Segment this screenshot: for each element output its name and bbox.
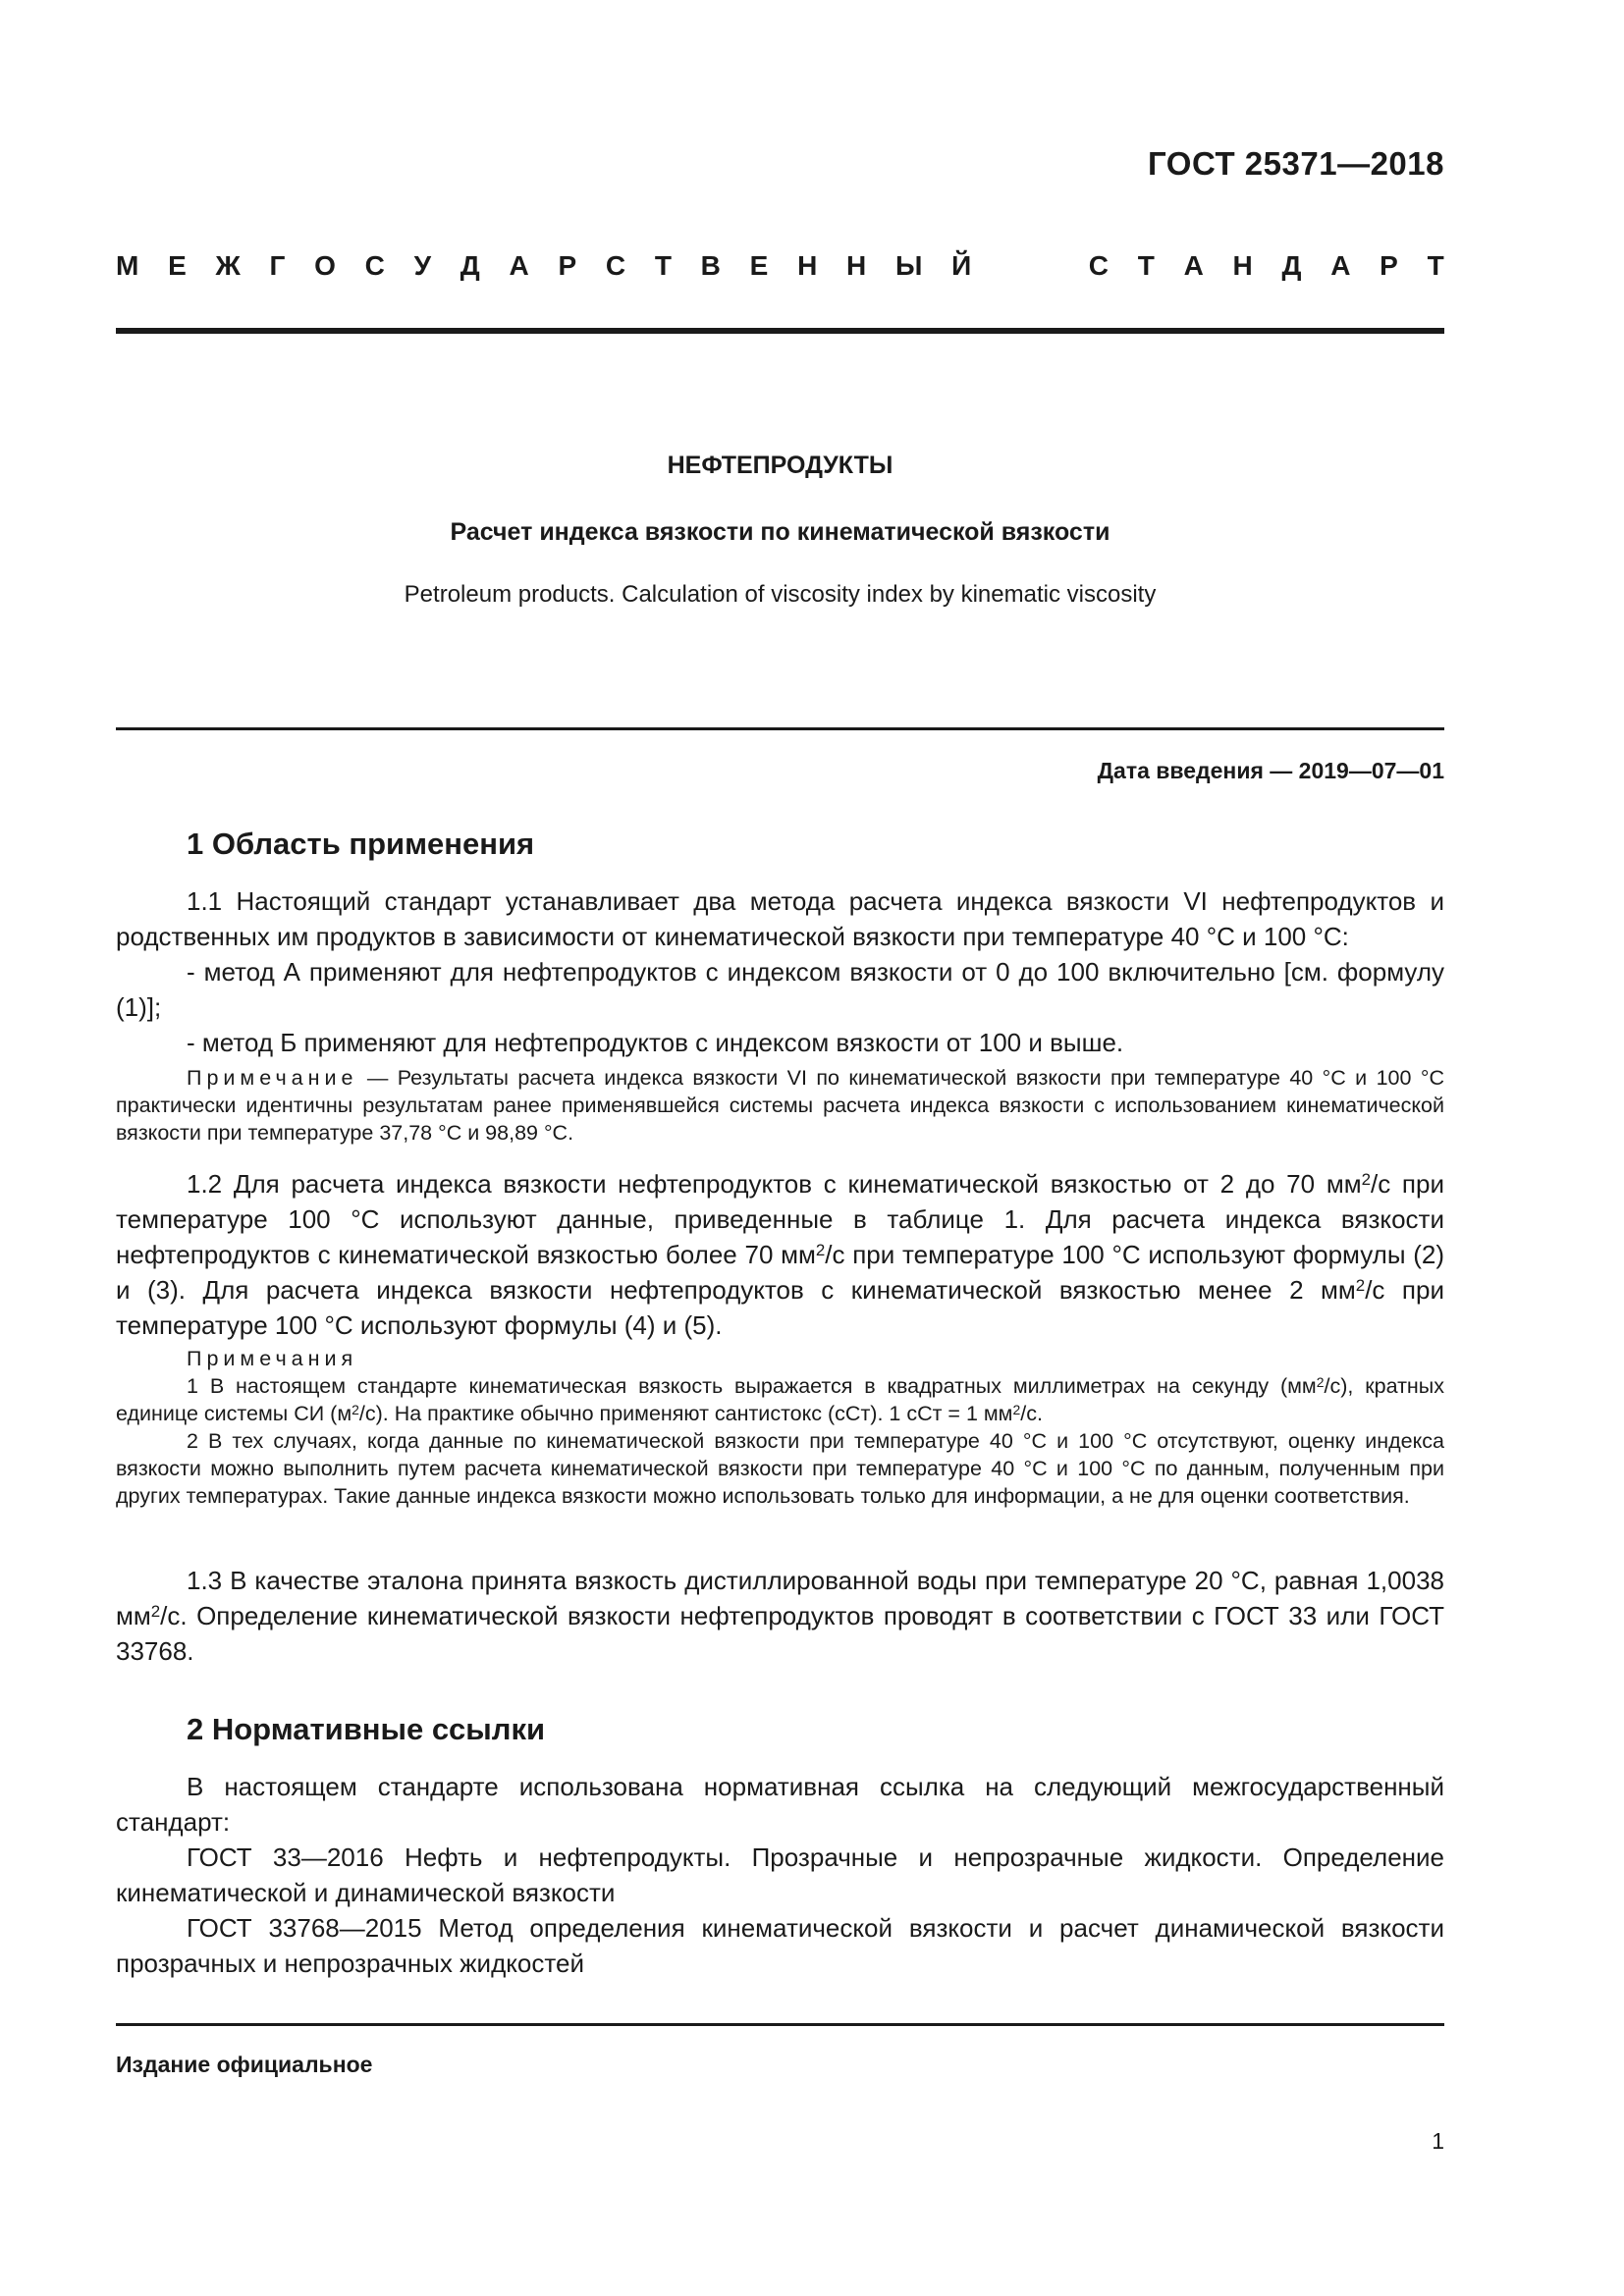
note-2-text: 2 В тех случаях, когда данные по кинематической вязкости при температуре 40 °С и 100 °С отсутствуют, оценку индекса вязкости можно выполнить путем расчета кинематической вязкости при температуре 40 °С и 100 °С по данным, полученным при других температурах. Такие данные индекса вязкости можно использовать только для информации, а не для оценки соответствия.: [116, 1429, 1444, 1508]
introduction-date: Дата введения — 2019—07—01: [1097, 758, 1444, 783]
header-divider: [116, 328, 1444, 334]
superscript: 2: [1012, 1401, 1021, 1417]
notes-block: [116, 1345, 1444, 1510]
note-1-text: [116, 1372, 1444, 1427]
heading-letter: Т: [1427, 250, 1444, 281]
text-run: /с при температуре 100 °С используют формулы (4) и (5).: [116, 1275, 1444, 1340]
document-title: НЕФТЕПРОДУКТЫ: [667, 452, 893, 479]
section-2-body: [116, 1769, 1444, 1981]
heading-letter: Н: [1232, 250, 1253, 281]
heading-letter: Т: [654, 250, 672, 281]
document-subtitle: Расчет индекса вязкости по кинематической вязкости: [450, 518, 1110, 546]
text-run: 1 В настоящем стандарте кинематическая вязкость выражается в квадратных миллиметрах на секунду (мм: [187, 1374, 1317, 1398]
text-run: 1.3 В качестве эталона принята вязкость дистиллированной воды при температуре 20 °С, равная 1,0038 мм: [116, 1566, 1444, 1630]
official-edition-label: Издание официальное: [116, 2052, 373, 2077]
page-number: 1: [1432, 2128, 1444, 2154]
superscript: 2: [150, 1602, 161, 1622]
paragraph-1-2-block: [116, 1166, 1444, 1343]
text-run: /с), кратных единице системы СИ (м: [116, 1374, 1444, 1425]
notes-label: Примечания: [187, 1347, 358, 1370]
heading-letter: Й: [951, 250, 972, 281]
heading-word-gap: [1001, 250, 1059, 282]
heading-letter: Р: [558, 250, 577, 281]
heading-letter: Д: [460, 250, 480, 281]
paragraph-1-1: 1.1 Настоящий стандарт устанавливает два метода расчета индекса вязкости VI нефтепродуктов и родственных им продуктов в зависимости от кинематической вязкости при температуре 40 °С и 100 °С:: [116, 886, 1444, 951]
superscript: 2: [1355, 1276, 1366, 1296]
heading-letter: А: [1183, 250, 1204, 281]
normative-reference-2: ГОСТ 33768—2015 Метод определения кинематической вязкости и расчет динамической вязкости прозрачных и непрозрачных жидкостей: [116, 1913, 1444, 1978]
heading-letter: Д: [1281, 250, 1302, 281]
superscript: 2: [1361, 1170, 1371, 1190]
heading-letter: Г: [269, 250, 286, 281]
heading-letter: Т: [1137, 250, 1155, 281]
interstate-standard-heading: [116, 250, 1444, 282]
heading-letter: А: [509, 250, 529, 281]
note-paragraph: [116, 1064, 1444, 1147]
text-run: /с). На практике обычно применяют сантистокс (сСт). 1 сСт = 1 мм: [358, 1402, 1013, 1425]
heading-letter: Р: [1380, 250, 1398, 281]
standard-number: ГОСТ 25371—2018: [1148, 145, 1444, 182]
heading-letter: Е: [749, 250, 769, 281]
superscript: 2: [352, 1401, 359, 1417]
footer-divider: [116, 2023, 1444, 2026]
paragraph-1-1-method-b: - метод Б применяют для нефтепродуктов с индексом вязкости от 100 и выше.: [187, 1028, 1124, 1057]
section-2-heading: 2 Нормативные ссылки: [187, 1712, 546, 1746]
text-run: /с при температуре 100 °С используют формулы (2) и (3). Для расчета индекса вязкости нефтепродуктов с кинематической вязкостью менее 2 мм: [116, 1240, 1445, 1305]
note-text: — Результаты расчета индекса вязкости VI по кинематической вязкости при температуре 40 °С и 100 °С практически идентичны результатам ранее применявшейся системы расчета индекса вязкости с использованием кинематической вязкости при температуре 37,78 °С и 98,89 °С.: [116, 1066, 1444, 1145]
heading-letter: М: [116, 250, 139, 281]
heading-letter: В: [700, 250, 721, 281]
notes-label-line: [116, 1345, 1444, 1372]
heading-letter: Ы: [895, 250, 923, 281]
superscript: 2: [1316, 1373, 1325, 1390]
text-run: /с. Определение кинематической вязкости нефтепродуктов проводят в соответствии с ГОСТ 33 или ГОСТ 33768.: [116, 1601, 1444, 1666]
paragraph-1-3-block: [116, 1563, 1444, 1669]
heading-letter: С: [1088, 250, 1109, 281]
normative-reference-1: ГОСТ 33—2016 Нефть и нефтепродукты. Прозрачные и непрозрачные жидкости. Определение кинематической и динамической вязкости: [116, 1842, 1444, 1907]
superscript: 2: [815, 1241, 826, 1260]
text-run: /с.: [1020, 1402, 1043, 1425]
title-divider: [116, 727, 1444, 730]
paragraph-1-1-method-a: - метод А применяют для нефтепродуктов с индексом вязкости от 0 до 100 включительно [см. формулу (1)];: [116, 957, 1444, 1022]
section-2-intro: В настоящем стандарте использована нормативная ссылка на следующий межгосударственный стандарт:: [116, 1772, 1444, 1837]
heading-letter: У: [413, 250, 432, 281]
section-1-heading: 1 Область применения: [187, 827, 535, 861]
heading-letter: Н: [846, 250, 867, 281]
heading-letter: С: [364, 250, 385, 281]
text-run: /с при температуре 100 °С используют данные, приведенные в таблице 1. Для расчета индекса вязкости нефтепродуктов с кинематической вязкостью более 70 мм: [116, 1169, 1444, 1269]
heading-letter: Ж: [215, 250, 241, 281]
section-1-body: [116, 883, 1444, 1060]
heading-letter: А: [1330, 250, 1351, 281]
note-label: Примечание: [187, 1066, 358, 1090]
paragraph-1-2: [116, 1166, 1444, 1343]
heading-letter: С: [605, 250, 626, 281]
paragraph-1-3: [116, 1563, 1444, 1669]
heading-letter: Е: [168, 250, 187, 281]
text-run: 1.2 Для расчета индекса вязкости нефтепродуктов с кинематической вязкостью от 2 до 70 мм: [187, 1169, 1362, 1199]
document-title-english: Petroleum products. Calculation of viscosity index by kinematic viscosity: [404, 581, 1157, 608]
note-1: [116, 1064, 1444, 1147]
heading-letter: Н: [797, 250, 818, 281]
heading-letter: О: [314, 250, 336, 281]
